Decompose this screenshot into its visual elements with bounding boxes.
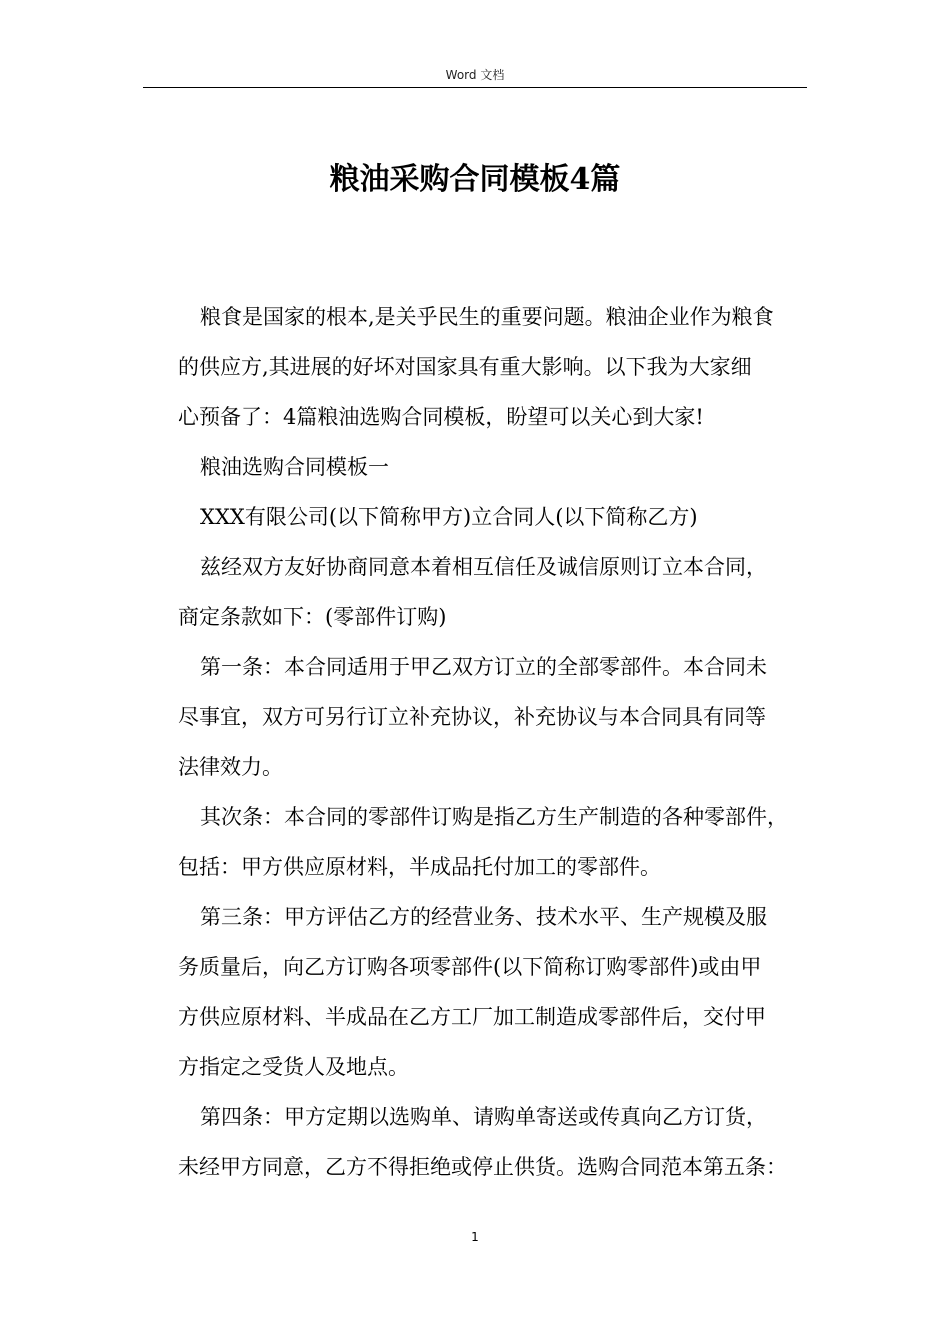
body-line: 方指定之受货人及地点。 [178,1055,409,1079]
body-line: 法律效力。 [178,755,283,779]
body-line: XXX有限公司(以下简称甲方)立合同人(以下简称乙方) [200,505,698,529]
body-line: 粮食是国家的根本,是关乎民生的重要问题。粮油企业作为粮食 [200,305,774,329]
document-title: 粮油采购合同模板4篇 [329,162,621,197]
header-divider [143,87,807,88]
body-line: 心预备了：4篇粮油选购合同模板，盼望可以关心到大家! [178,405,704,429]
page-number: 1 [471,1230,479,1244]
body-line: 包括：甲方供应原材料，半成品托付加工的零部件。 [178,855,661,879]
body-line: 第四条：甲方定期以选购单、请购单寄送或传真向乙方订货， [200,1105,767,1129]
body-line: 第一条：本合同适用于甲乙双方订立的全部零部件。本合同未 [200,655,767,679]
document-body [178,292,810,1192]
body-line: 商定条款如下：(零部件订购) [178,605,447,629]
body-line: 的供应方,其进展的好坏对国家具有重大影响。以下我为大家细 [178,355,752,379]
body-line: 方供应原材料、半成品在乙方工厂加工制造成零部件后，交付甲 [178,1005,766,1029]
body-line: 尽事宜，双方可另行订立补充协议，补充协议与本合同具有同等 [178,705,766,729]
body-line: 兹经双方友好协商同意本着相互信任及诚信原则订立本合同， [200,555,767,579]
body-line: 其次条：本合同的零部件订购是指乙方生产制造的各种零部件， [200,805,788,829]
section-heading: 粮油选购合同模板一 [200,455,389,479]
page-header: Word 文档 [445,68,505,82]
body-line: 第三条：甲方评估乙方的经营业务、技术水平、生产规模及服 [200,905,767,929]
body-line: 务质量后，向乙方订购各项零部件(以下简称订购零部件)或由甲 [178,955,762,979]
body-line: 未经甲方同意，乙方不得拒绝或停止供货。选购合同范本第五条： [178,1155,787,1179]
